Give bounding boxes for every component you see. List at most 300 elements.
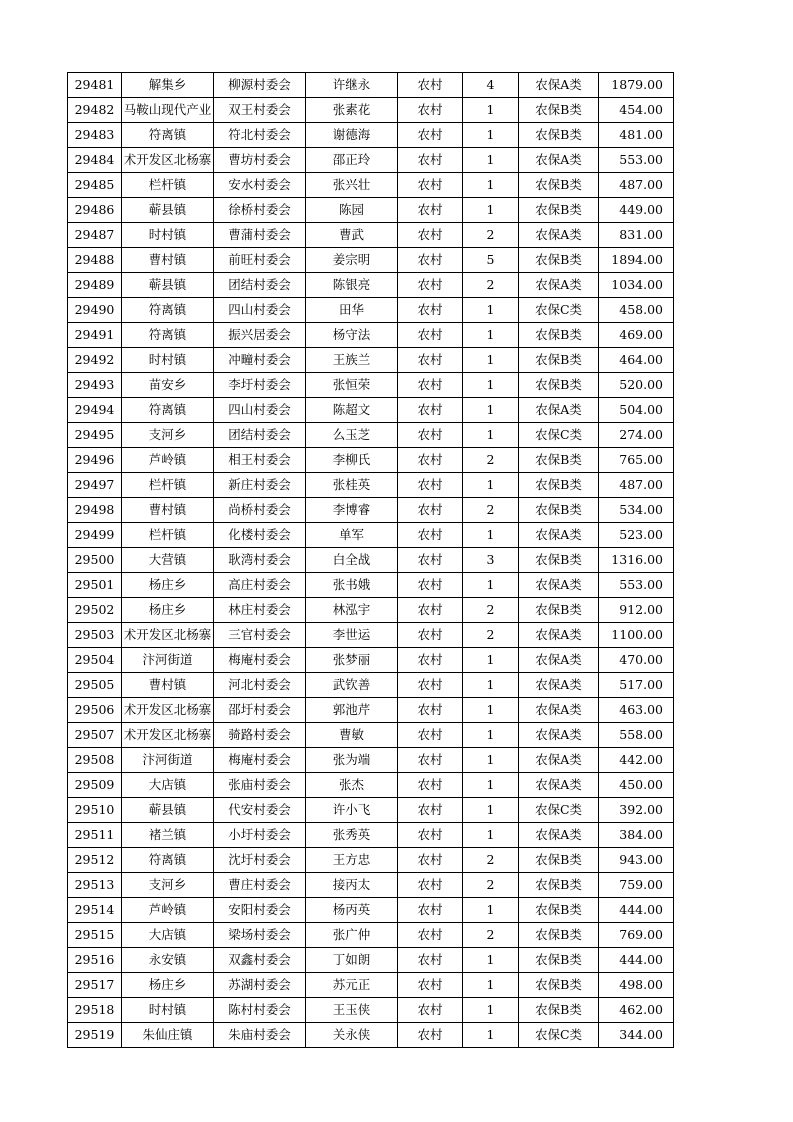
- insurance-category-cell: 农保A类: [519, 223, 599, 248]
- table-row: [68, 698, 674, 723]
- household-count-cell: 2: [463, 848, 519, 873]
- area-type-cell: 农村: [398, 973, 463, 998]
- town-cell: 汴河街道: [122, 648, 214, 673]
- area-type-cell: 农村: [398, 223, 463, 248]
- village-cell: 新庄村委会: [214, 473, 306, 498]
- record-id: 29501: [68, 573, 122, 598]
- person-name-cell: 田华: [306, 298, 398, 323]
- record-id: 29499: [68, 523, 122, 548]
- insurance-category-cell: 农保A类: [519, 573, 599, 598]
- town-cell: 蕲县镇: [122, 198, 214, 223]
- town-cell: 大营镇: [122, 548, 214, 573]
- household-count-cell: 1: [463, 323, 519, 348]
- person-name-cell: 张桂英: [306, 473, 398, 498]
- amount-cell: 943.00: [599, 848, 674, 873]
- amount-cell: 912.00: [599, 598, 674, 623]
- household-count-cell: 1: [463, 823, 519, 848]
- person-name-cell: 张恒荣: [306, 373, 398, 398]
- person-name-cell: 张秀英: [306, 823, 398, 848]
- area-type-cell: 农村: [398, 898, 463, 923]
- household-count-cell: 1: [463, 998, 519, 1023]
- village-cell: 骑路村委会: [214, 723, 306, 748]
- town-cell: 支河乡: [122, 873, 214, 898]
- record-id: 29506: [68, 698, 122, 723]
- amount-cell: 469.00: [599, 323, 674, 348]
- table-row: [68, 798, 674, 823]
- area-type-cell: 农村: [398, 923, 463, 948]
- town-cell: 汴河街道: [122, 748, 214, 773]
- record-id: 29517: [68, 973, 122, 998]
- person-name-cell: 郭池芹: [306, 698, 398, 723]
- area-type-cell: 农村: [398, 848, 463, 873]
- insurance-category-cell: 农保B类: [519, 373, 599, 398]
- area-type-cell: 农村: [398, 423, 463, 448]
- area-type-cell: 农村: [398, 598, 463, 623]
- area-type-cell: 农村: [398, 998, 463, 1023]
- town-cell: 杨庄乡: [122, 598, 214, 623]
- record-id: 29507: [68, 723, 122, 748]
- insurance-category-cell: 农保B类: [519, 173, 599, 198]
- table-row: [68, 823, 674, 848]
- table-row: [68, 98, 674, 123]
- person-name-cell: 许继永: [306, 73, 398, 98]
- amount-cell: 759.00: [599, 873, 674, 898]
- amount-cell: 462.00: [599, 998, 674, 1023]
- table-row: [68, 923, 674, 948]
- town-cell: 时村镇: [122, 223, 214, 248]
- village-cell: 河北村委会: [214, 673, 306, 698]
- area-type-cell: 农村: [398, 748, 463, 773]
- household-count-cell: 4: [463, 73, 519, 98]
- table-row: [68, 748, 674, 773]
- household-count-cell: 2: [463, 923, 519, 948]
- village-cell: 四山村委会: [214, 298, 306, 323]
- household-count-cell: 1: [463, 773, 519, 798]
- insurance-category-cell: 农保A类: [519, 273, 599, 298]
- household-count-cell: 1: [463, 398, 519, 423]
- town-cell: 时村镇: [122, 998, 214, 1023]
- person-name-cell: 单军: [306, 523, 398, 548]
- record-id: 29511: [68, 823, 122, 848]
- insurance-category-cell: 农保B类: [519, 448, 599, 473]
- area-type-cell: 农村: [398, 273, 463, 298]
- person-name-cell: 李世运: [306, 623, 398, 648]
- record-id: 29496: [68, 448, 122, 473]
- insurance-category-cell: 农保B类: [519, 848, 599, 873]
- household-count-cell: 1: [463, 1023, 519, 1048]
- table-row: [68, 1023, 674, 1048]
- area-type-cell: 农村: [398, 948, 463, 973]
- town-cell: 芦岭镇: [122, 448, 214, 473]
- amount-cell: 470.00: [599, 648, 674, 673]
- household-count-cell: 2: [463, 273, 519, 298]
- insurance-category-cell: 农保A类: [519, 748, 599, 773]
- amount-cell: 449.00: [599, 198, 674, 223]
- insurance-category-cell: 农保C类: [519, 798, 599, 823]
- person-name-cell: 张杰: [306, 773, 398, 798]
- record-id: 29505: [68, 673, 122, 698]
- record-id: 29493: [68, 373, 122, 398]
- village-cell: 陈村村委会: [214, 998, 306, 1023]
- record-id: 29509: [68, 773, 122, 798]
- household-count-cell: 1: [463, 373, 519, 398]
- household-count-cell: 1: [463, 298, 519, 323]
- table-row: [68, 548, 674, 573]
- village-cell: 前旺村委会: [214, 248, 306, 273]
- town-cell: 褚兰镇: [122, 823, 214, 848]
- record-id: 29516: [68, 948, 122, 973]
- person-name-cell: 张兴壮: [306, 173, 398, 198]
- amount-cell: 1879.00: [599, 73, 674, 98]
- amount-cell: 769.00: [599, 923, 674, 948]
- household-count-cell: 3: [463, 548, 519, 573]
- insurance-category-cell: 农保B类: [519, 548, 599, 573]
- village-cell: 四山村委会: [214, 398, 306, 423]
- person-name-cell: 关永侠: [306, 1023, 398, 1048]
- area-type-cell: 农村: [398, 623, 463, 648]
- town-cell: 大店镇: [122, 923, 214, 948]
- table-row: [68, 298, 674, 323]
- household-count-cell: 1: [463, 423, 519, 448]
- town-cell: 杨庄乡: [122, 573, 214, 598]
- record-id: 29489: [68, 273, 122, 298]
- town-cell: 符离镇: [122, 398, 214, 423]
- amount-cell: 534.00: [599, 498, 674, 523]
- record-id: 29504: [68, 648, 122, 673]
- amount-cell: 458.00: [599, 298, 674, 323]
- record-id: 29515: [68, 923, 122, 948]
- table-row: [68, 73, 674, 98]
- insurance-category-cell: 农保B类: [519, 473, 599, 498]
- insurance-category-cell: 农保A类: [519, 773, 599, 798]
- amount-cell: 444.00: [599, 948, 674, 973]
- amount-cell: 463.00: [599, 698, 674, 723]
- amount-cell: 481.00: [599, 123, 674, 148]
- area-type-cell: 农村: [398, 823, 463, 848]
- table-row: [68, 248, 674, 273]
- person-name-cell: 王族兰: [306, 348, 398, 373]
- village-cell: 曹庄村委会: [214, 873, 306, 898]
- table-row: [68, 273, 674, 298]
- person-name-cell: 姜宗明: [306, 248, 398, 273]
- area-type-cell: 农村: [398, 673, 463, 698]
- town-cell: 术开发区北杨寨: [122, 698, 214, 723]
- area-type-cell: 农村: [398, 73, 463, 98]
- insurance-category-cell: 农保B类: [519, 498, 599, 523]
- record-id: 29490: [68, 298, 122, 323]
- record-id: 29508: [68, 748, 122, 773]
- household-count-cell: 1: [463, 98, 519, 123]
- village-cell: 梁场村委会: [214, 923, 306, 948]
- insurance-category-cell: 农保B类: [519, 948, 599, 973]
- household-count-cell: 1: [463, 723, 519, 748]
- household-count-cell: 1: [463, 523, 519, 548]
- town-cell: 马鞍山现代产业: [122, 98, 214, 123]
- record-id: 29492: [68, 348, 122, 373]
- insurance-category-cell: 农保A类: [519, 148, 599, 173]
- household-count-cell: 5: [463, 248, 519, 273]
- town-cell: 蕲县镇: [122, 798, 214, 823]
- town-cell: 栏杆镇: [122, 523, 214, 548]
- person-name-cell: 张梦丽: [306, 648, 398, 673]
- village-cell: 双王村委会: [214, 98, 306, 123]
- insurance-category-cell: 农保B类: [519, 348, 599, 373]
- insurance-category-cell: 农保B类: [519, 98, 599, 123]
- area-type-cell: 农村: [398, 648, 463, 673]
- insurance-category-cell: 农保B类: [519, 598, 599, 623]
- table-row: [68, 498, 674, 523]
- town-cell: 符离镇: [122, 123, 214, 148]
- record-id: 29502: [68, 598, 122, 623]
- area-type-cell: 农村: [398, 348, 463, 373]
- village-cell: 柳源村委会: [214, 73, 306, 98]
- person-name-cell: 王玉侠: [306, 998, 398, 1023]
- amount-cell: 831.00: [599, 223, 674, 248]
- table-row: [68, 998, 674, 1023]
- table-row: [68, 198, 674, 223]
- record-id: 29483: [68, 123, 122, 148]
- table-row: [68, 848, 674, 873]
- record-id: 29486: [68, 198, 122, 223]
- insurance-category-cell: 农保B类: [519, 998, 599, 1023]
- village-cell: 邵圩村委会: [214, 698, 306, 723]
- table-row: [68, 398, 674, 423]
- household-count-cell: 1: [463, 748, 519, 773]
- table-row: [68, 423, 674, 448]
- table-row: [68, 473, 674, 498]
- table-row: [68, 873, 674, 898]
- insurance-category-cell: 农保A类: [519, 673, 599, 698]
- village-cell: 林庄村委会: [214, 598, 306, 623]
- area-type-cell: 农村: [398, 1023, 463, 1048]
- person-name-cell: 曹武: [306, 223, 398, 248]
- record-id: 29495: [68, 423, 122, 448]
- household-count-cell: 2: [463, 448, 519, 473]
- village-cell: 代安村委会: [214, 798, 306, 823]
- town-cell: 栏杆镇: [122, 173, 214, 198]
- record-id: 29488: [68, 248, 122, 273]
- insurance-category-cell: 农保B类: [519, 198, 599, 223]
- village-cell: 符北村委会: [214, 123, 306, 148]
- area-type-cell: 农村: [398, 398, 463, 423]
- village-cell: 双鑫村委会: [214, 948, 306, 973]
- area-type-cell: 农村: [398, 798, 463, 823]
- village-cell: 张庙村委会: [214, 773, 306, 798]
- town-cell: 曹村镇: [122, 498, 214, 523]
- person-name-cell: 杨守法: [306, 323, 398, 348]
- record-id: 29500: [68, 548, 122, 573]
- table-row: [68, 648, 674, 673]
- person-name-cell: 李柳氏: [306, 448, 398, 473]
- person-name-cell: 林泓宇: [306, 598, 398, 623]
- table-row: [68, 598, 674, 623]
- area-type-cell: 农村: [398, 473, 463, 498]
- amount-cell: 444.00: [599, 898, 674, 923]
- record-id: 29491: [68, 323, 122, 348]
- table-row: [68, 898, 674, 923]
- area-type-cell: 农村: [398, 523, 463, 548]
- record-id: 29498: [68, 498, 122, 523]
- amount-cell: 274.00: [599, 423, 674, 448]
- household-count-cell: 1: [463, 648, 519, 673]
- record-id: 29487: [68, 223, 122, 248]
- area-type-cell: 农村: [398, 123, 463, 148]
- amount-cell: 344.00: [599, 1023, 674, 1048]
- household-count-cell: 1: [463, 948, 519, 973]
- town-cell: 朱仙庄镇: [122, 1023, 214, 1048]
- town-cell: 大店镇: [122, 773, 214, 798]
- person-name-cell: 王方忠: [306, 848, 398, 873]
- table-row: [68, 948, 674, 973]
- table-row: [68, 973, 674, 998]
- amount-cell: 553.00: [599, 573, 674, 598]
- record-id: 29519: [68, 1023, 122, 1048]
- village-cell: 化楼村委会: [214, 523, 306, 548]
- insurance-category-cell: 农保C类: [519, 1023, 599, 1048]
- area-type-cell: 农村: [398, 498, 463, 523]
- table-row: [68, 348, 674, 373]
- insurance-category-cell: 农保B类: [519, 323, 599, 348]
- amount-cell: 450.00: [599, 773, 674, 798]
- record-id: 29518: [68, 998, 122, 1023]
- insurance-category-cell: 农保B类: [519, 973, 599, 998]
- household-count-cell: 1: [463, 973, 519, 998]
- record-id: 29510: [68, 798, 122, 823]
- amount-cell: 553.00: [599, 148, 674, 173]
- table-row: [68, 448, 674, 473]
- insurance-category-cell: 农保A类: [519, 823, 599, 848]
- amount-cell: 487.00: [599, 473, 674, 498]
- amount-cell: 442.00: [599, 748, 674, 773]
- town-cell: 时村镇: [122, 348, 214, 373]
- village-cell: 振兴居委会: [214, 323, 306, 348]
- town-cell: 蕲县镇: [122, 273, 214, 298]
- amount-cell: 1894.00: [599, 248, 674, 273]
- amount-cell: 504.00: [599, 398, 674, 423]
- town-cell: 芦岭镇: [122, 898, 214, 923]
- table-row: [68, 523, 674, 548]
- town-cell: 栏杆镇: [122, 473, 214, 498]
- amount-cell: 498.00: [599, 973, 674, 998]
- record-id: 29485: [68, 173, 122, 198]
- town-cell: 符离镇: [122, 848, 214, 873]
- table-row: [68, 223, 674, 248]
- town-cell: 曹村镇: [122, 673, 214, 698]
- town-cell: 术开发区北杨寨: [122, 623, 214, 648]
- record-id: 29512: [68, 848, 122, 873]
- village-cell: 朱庙村委会: [214, 1023, 306, 1048]
- amount-cell: 558.00: [599, 723, 674, 748]
- table-row: [68, 623, 674, 648]
- roster-table: [67, 72, 674, 1048]
- table-row: [68, 723, 674, 748]
- household-count-cell: 2: [463, 498, 519, 523]
- person-name-cell: 张书娥: [306, 573, 398, 598]
- insurance-category-cell: 农保B类: [519, 898, 599, 923]
- insurance-category-cell: 农保A类: [519, 398, 599, 423]
- amount-cell: 517.00: [599, 673, 674, 698]
- record-id: 29503: [68, 623, 122, 648]
- amount-cell: 520.00: [599, 373, 674, 398]
- town-cell: 永安镇: [122, 948, 214, 973]
- table-row: [68, 673, 674, 698]
- area-type-cell: 农村: [398, 723, 463, 748]
- insurance-category-cell: 农保B类: [519, 248, 599, 273]
- village-cell: 尚桥村委会: [214, 498, 306, 523]
- person-name-cell: 张素花: [306, 98, 398, 123]
- table-row: [68, 773, 674, 798]
- area-type-cell: 农村: [398, 248, 463, 273]
- village-cell: 小圩村委会: [214, 823, 306, 848]
- area-type-cell: 农村: [398, 98, 463, 123]
- amount-cell: 392.00: [599, 798, 674, 823]
- person-name-cell: 苏元正: [306, 973, 398, 998]
- record-id: 29481: [68, 73, 122, 98]
- amount-cell: 384.00: [599, 823, 674, 848]
- area-type-cell: 农村: [398, 173, 463, 198]
- area-type-cell: 农村: [398, 448, 463, 473]
- village-cell: 安水村委会: [214, 173, 306, 198]
- person-name-cell: 白全战: [306, 548, 398, 573]
- area-type-cell: 农村: [398, 373, 463, 398]
- insurance-category-cell: 农保C类: [519, 298, 599, 323]
- town-cell: 符离镇: [122, 298, 214, 323]
- amount-cell: 1316.00: [599, 548, 674, 573]
- person-name-cell: 陈银亮: [306, 273, 398, 298]
- record-id: 29494: [68, 398, 122, 423]
- household-count-cell: 1: [463, 348, 519, 373]
- household-count-cell: 1: [463, 173, 519, 198]
- household-count-cell: 1: [463, 123, 519, 148]
- household-count-cell: 1: [463, 673, 519, 698]
- household-count-cell: 1: [463, 698, 519, 723]
- record-id: 29513: [68, 873, 122, 898]
- town-cell: 符离镇: [122, 323, 214, 348]
- table-row: [68, 373, 674, 398]
- village-cell: 团结村委会: [214, 423, 306, 448]
- area-type-cell: 农村: [398, 698, 463, 723]
- town-cell: 术开发区北杨寨: [122, 148, 214, 173]
- table-row: [68, 323, 674, 348]
- household-count-cell: 1: [463, 798, 519, 823]
- person-name-cell: 陈园: [306, 198, 398, 223]
- record-id: 29484: [68, 148, 122, 173]
- person-name-cell: 曹敏: [306, 723, 398, 748]
- village-cell: 梅庵村委会: [214, 648, 306, 673]
- town-cell: 苗安乡: [122, 373, 214, 398]
- insurance-category-cell: 农保A类: [519, 523, 599, 548]
- village-cell: 三官村委会: [214, 623, 306, 648]
- village-cell: 冲疃村委会: [214, 348, 306, 373]
- amount-cell: 464.00: [599, 348, 674, 373]
- area-type-cell: 农村: [398, 198, 463, 223]
- insurance-category-cell: 农保A类: [519, 623, 599, 648]
- person-name-cell: 陈超文: [306, 398, 398, 423]
- household-count-cell: 2: [463, 873, 519, 898]
- village-cell: 耿湾村委会: [214, 548, 306, 573]
- record-id: 29497: [68, 473, 122, 498]
- insurance-category-cell: 农保B类: [519, 123, 599, 148]
- person-name-cell: 谢德海: [306, 123, 398, 148]
- village-cell: 沈圩村委会: [214, 848, 306, 873]
- person-name-cell: 李博睿: [306, 498, 398, 523]
- household-count-cell: 2: [463, 623, 519, 648]
- area-type-cell: 农村: [398, 773, 463, 798]
- insurance-category-cell: 农保C类: [519, 423, 599, 448]
- amount-cell: 523.00: [599, 523, 674, 548]
- household-count-cell: 2: [463, 598, 519, 623]
- amount-cell: 765.00: [599, 448, 674, 473]
